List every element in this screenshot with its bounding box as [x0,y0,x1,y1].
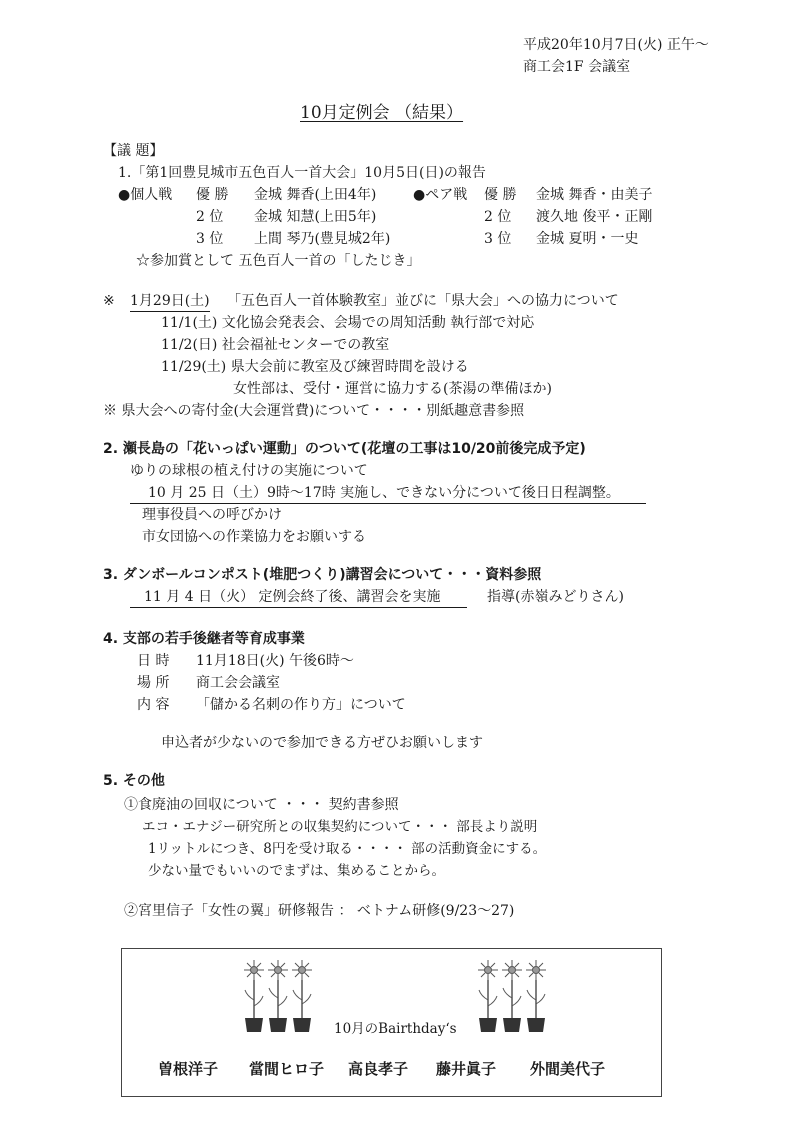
item2-line-2: 市女団協への作業協力をお願いする [142,529,366,545]
individual-rank-2: 2 位 [196,209,224,225]
item2-sub: ゆりの球根の植え付けの実施について [130,463,368,479]
note1-line-1: 11/1(土) 文化協会発表会、会場での周知活動 執行部で対応 [161,315,535,331]
item5-sub1-line-2: 1リットルにつき、8円を受け取る・・・・ 部の活動資金にする。 [148,841,547,857]
item3-date-line: 11 月 4 日（火） 定例会終了後、講習会を実施 [130,588,467,608]
individual-label: ●個人戦 [118,187,173,203]
item4-value-content: 「儲かる名刺の作り方」について [196,697,406,713]
note1-text: 「五色百人一首体験教室」並びに「県大会」への協力について [227,293,619,309]
item1-heading: 1.「第1回豊見城市五色百人一首大会」10月5日(日)の報告 [118,165,486,181]
item3-heading: 3. ダンボールコンポスト(堆肥つくり)講習会について・・・資料参照 [103,567,542,583]
item2-date-line: 10 月 25 日（土）9時〜17時 実施し、できない分について後日日程調整。 [130,484,646,504]
birthday-name-4: 藤井眞子 [436,1060,497,1078]
flower-pots-right-icon [470,958,554,1034]
note2: ※ 県大会への寄付金(大会運営費)について・・・・別紙趣意書参照 [103,403,525,419]
birthday-name-5: 外間美代子 [530,1060,606,1078]
note1-line-2: 11/2(日) 社会福祉センターでの教室 [161,337,390,353]
birthday-name-3: 高良孝子 [348,1060,409,1078]
item4-label-content: 内 容 [137,697,170,713]
pair-rank-2: 2 位 [484,209,512,225]
pair-name-3: 金城 夏明・一史 [536,231,639,247]
pair-rank-3: 3 位 [484,231,512,247]
item5-heading: 5. その他 [103,773,165,789]
item5-sub1-line-1: エコ・エナジー研究所との収集契約について・・・ 部長より説明 [142,819,538,835]
item3-instructor: 指導(赤嶺みどりさん) [487,589,624,605]
page-title: 10月定例会 （結果） [300,103,464,123]
agenda-heading: 【議 題】 [103,143,164,159]
item5-sub1: ①食廃油の回収について ・・・ 契約書参照 [124,797,399,813]
pair-rank-1: 優 勝 [484,187,517,203]
individual-name-3: 上間 琴乃(豊見城2年) [254,231,391,247]
note1-line-3: 11/29(土) 県大会前に教室及び練習時間を設ける [161,359,469,375]
individual-name-2: 金城 知慧(上田5年) [254,209,377,225]
item2-heading: 2. 瀬長島の「花いっぱい運動」のついて(花壇の工事は10/20前後完成予定) [103,441,586,457]
note1-women-line: 女性部は、受付・運営に協力する(茶湯の準備ほか) [233,381,552,397]
birthday-name-2: 當間ヒロ子 [249,1060,325,1078]
item4-heading: 4. 支部の若手後継者等育成事業 [103,631,305,647]
item2-line-1: 理事役員への呼びかけ [142,507,282,523]
item4-label-place: 場 所 [137,675,170,691]
note1-date: 1月29日(土) [130,292,210,312]
item5-sub1-line-3: 少ない量でもいいのでまずは、集めることから。 [148,863,445,879]
note-mark: ※ [103,293,115,309]
birthday-caption: 10月のBairthday‘s [334,1021,457,1037]
individual-rank-3: 3 位 [196,231,224,247]
prize-note: ☆参加賞として 五色百人一首の「したじき」 [136,253,421,269]
birthday-name-1: 曽根洋子 [158,1060,219,1078]
item5-sub2: ②宮里信子「女性の翼」研修報告 ： ベトナム研修(9/23〜27) [124,903,515,919]
item4-request: 申込者が少ないので参加できる方ぜひお願いします [161,735,483,751]
pair-label: ●ペア戦 [413,187,468,203]
item4-value-date: 11月18日(火) 午後6時〜 [196,653,354,669]
meeting-date: 平成20年10月7日(火) 正午〜 [523,37,709,53]
item4-value-place: 商工会会議室 [196,675,280,691]
meeting-place: 商工会1F 会議室 [523,59,631,75]
item4-label-date: 日 時 [137,653,170,669]
individual-rank-1: 優 勝 [196,187,229,203]
flower-pots-left-icon [236,958,320,1034]
pair-name-1: 金城 舞香・由美子 [536,187,653,203]
individual-name-1: 金城 舞香(上田4年) [254,187,377,203]
pair-name-2: 渡久地 俊平・正剛 [536,209,653,225]
